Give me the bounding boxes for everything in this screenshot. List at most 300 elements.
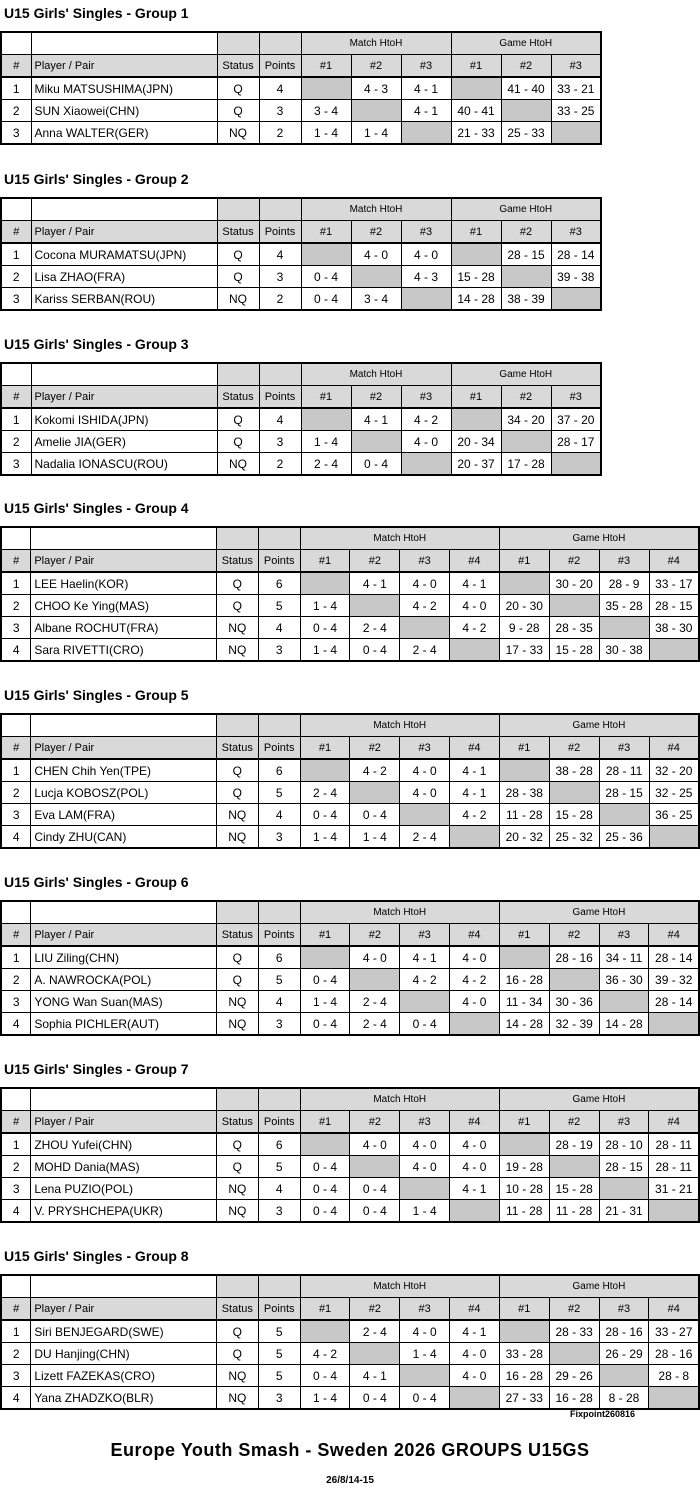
self-game-cell: [649, 1013, 699, 1036]
player-cell: Lisa ZHAO(FRA): [31, 266, 217, 288]
header-status: Status: [216, 550, 258, 573]
header-match-col: #2: [350, 737, 400, 760]
player-cell: CHOO Ke Ying(MAS): [31, 595, 217, 617]
game-htoh-header: Game HtoH: [499, 714, 699, 737]
self-game-cell: [551, 122, 601, 145]
table-row: [1, 1320, 699, 1343]
table-row: [1, 453, 601, 476]
self-game-cell: [501, 431, 551, 453]
header-match-col: #4: [450, 1111, 500, 1134]
self-match-cell: [401, 453, 451, 476]
table-row: [1, 804, 699, 826]
group-title: U15 Girls' Singles - Group 4: [4, 500, 189, 516]
self-game-cell: [549, 1343, 599, 1365]
self-match-cell: [450, 639, 500, 662]
header-blank-cell: [31, 32, 217, 55]
game-score-cell: 10 - 28: [499, 1178, 549, 1200]
points-cell: 5: [258, 1365, 300, 1387]
match-score-cell: 4 - 0: [400, 782, 450, 804]
status-cell: Q: [217, 266, 259, 288]
points-cell: 4: [259, 243, 301, 266]
self-game-cell: [501, 266, 551, 288]
points-cell: 3: [258, 1013, 300, 1036]
header-game-col: #1: [499, 550, 549, 573]
match-score-cell: 2 - 4: [301, 453, 351, 476]
group-table: [0, 1087, 700, 1223]
game-score-cell: 19 - 28: [499, 1156, 549, 1178]
self-game-cell: [599, 1365, 649, 1387]
status-cell: NQ: [216, 991, 258, 1013]
header-blank-cell: [258, 714, 300, 737]
game-score-cell: 16 - 28: [549, 1387, 599, 1410]
game-htoh-header: Game HtoH: [451, 363, 601, 386]
header-blank-cell: [259, 198, 301, 221]
player-cell: Kariss SERBAN(ROU): [31, 288, 217, 311]
header-match-col: #3: [400, 1111, 450, 1134]
match-score-cell: 1 - 4: [300, 991, 350, 1013]
match-score-cell: 1 - 4: [301, 122, 351, 145]
table-group-header-row: [1, 901, 699, 924]
status-cell: Q: [217, 408, 259, 431]
match-score-cell: 4 - 0: [450, 1133, 500, 1156]
game-score-cell: 28 - 8: [649, 1365, 699, 1387]
self-match-cell: [301, 243, 351, 266]
header-match-col: #3: [401, 221, 451, 244]
match-score-cell: 4 - 2: [300, 1343, 350, 1365]
table-row: [1, 991, 699, 1013]
game-score-cell: 28 - 15: [649, 595, 699, 617]
header-game-col: #3: [599, 737, 649, 760]
match-score-cell: 1 - 4: [400, 1200, 450, 1223]
header-rank: #: [1, 221, 31, 244]
game-score-cell: 37 - 20: [551, 408, 601, 431]
match-htoh-header: Match HtoH: [300, 1088, 499, 1111]
points-cell: 5: [258, 969, 300, 991]
table-column-header-row: [1, 1298, 699, 1321]
header-match-col: #3: [400, 550, 450, 573]
fixpoint-label: Fixpoint260816: [569, 1409, 635, 1419]
header-status: Status: [217, 386, 259, 409]
header-game-col: #4: [649, 1298, 699, 1321]
group-table: [0, 362, 602, 476]
header-game-col: #3: [551, 386, 601, 409]
game-score-cell: 15 - 28: [549, 804, 599, 826]
status-cell: Q: [216, 1133, 258, 1156]
table-row: [1, 617, 699, 639]
game-htoh-header: Game HtoH: [499, 1088, 699, 1111]
points-cell: 2: [259, 122, 301, 145]
match-score-cell: 4 - 1: [350, 572, 400, 595]
header-game-col: #2: [549, 1298, 599, 1321]
match-score-cell: 0 - 4: [301, 266, 351, 288]
self-match-cell: [401, 122, 451, 145]
game-score-cell: 33 - 25: [551, 100, 601, 122]
game-score-cell: 11 - 34: [499, 991, 549, 1013]
match-score-cell: 1 - 4: [301, 431, 351, 453]
game-score-cell: 28 - 15: [599, 782, 649, 804]
rank-cell: 3: [1, 804, 31, 826]
game-score-cell: 41 - 40: [501, 77, 551, 100]
table-column-header-row: [1, 55, 601, 78]
player-cell: LIU Ziling(CHN): [31, 946, 217, 969]
self-match-cell: [400, 617, 450, 639]
header-rank: #: [1, 1298, 31, 1321]
match-score-cell: 2 - 4: [400, 639, 450, 662]
table-row: [1, 969, 699, 991]
game-score-cell: 36 - 30: [599, 969, 649, 991]
game-score-cell: 26 - 29: [599, 1343, 649, 1365]
status-cell: NQ: [216, 617, 258, 639]
status-cell: Q: [217, 77, 259, 100]
header-blank-cell: [258, 1275, 300, 1298]
match-score-cell: 4 - 0: [450, 1365, 500, 1387]
header-blank-cell: [31, 527, 217, 550]
header-blank-cell: [258, 901, 300, 924]
match-score-cell: 0 - 4: [300, 969, 350, 991]
game-score-cell: 25 - 36: [599, 826, 649, 849]
document-date: 26/8/14-15: [326, 1475, 374, 1486]
header-game-col: #4: [649, 1111, 699, 1134]
match-score-cell: 4 - 0: [351, 243, 401, 266]
game-score-cell: 32 - 25: [649, 782, 699, 804]
match-score-cell: 2 - 4: [350, 617, 400, 639]
table-row: [1, 782, 699, 804]
self-match-cell: [450, 1013, 500, 1036]
self-match-cell: [450, 1200, 500, 1223]
game-score-cell: 28 - 15: [599, 1156, 649, 1178]
group-title: U15 Girls' Singles - Group 2: [4, 171, 189, 187]
match-score-cell: 1 - 4: [300, 826, 350, 849]
game-score-cell: 16 - 28: [499, 969, 549, 991]
rank-cell: 2: [1, 266, 31, 288]
table-row: [1, 759, 699, 782]
header-match-col: #1: [300, 1111, 350, 1134]
rank-cell: 3: [1, 288, 31, 311]
points-cell: 6: [258, 1133, 300, 1156]
header-points: Points: [259, 386, 301, 409]
table-row: [1, 408, 601, 431]
header-game-col: #3: [599, 550, 649, 573]
match-score-cell: 4 - 2: [450, 804, 500, 826]
header-blank-cell: [216, 1275, 258, 1298]
status-cell: NQ: [216, 1013, 258, 1036]
points-cell: 4: [258, 617, 300, 639]
header-blank-cell: [217, 198, 259, 221]
player-cell: Lizett FAZEKAS(CRO): [31, 1365, 217, 1387]
header-game-col: #1: [451, 221, 501, 244]
game-score-cell: 25 - 33: [501, 122, 551, 145]
game-score-cell: 38 - 30: [649, 617, 699, 639]
header-player: Player / Pair: [31, 737, 216, 760]
self-match-cell: [300, 572, 350, 595]
self-game-cell: [599, 991, 649, 1013]
self-game-cell: [451, 408, 501, 431]
status-cell: Q: [216, 1343, 258, 1365]
header-player: Player / Pair: [31, 386, 217, 409]
rank-cell: 3: [1, 453, 31, 476]
player-cell: Amelie JIA(GER): [31, 431, 217, 453]
match-htoh-header: Match HtoH: [300, 714, 499, 737]
game-score-cell: 27 - 33: [499, 1387, 549, 1410]
game-score-cell: 28 - 16: [649, 1343, 699, 1365]
self-game-cell: [499, 759, 549, 782]
points-cell: 4: [259, 77, 301, 100]
player-cell: Albane ROCHUT(FRA): [31, 617, 217, 639]
header-match-col: #2: [351, 221, 401, 244]
header-blank-cell: [1, 901, 31, 924]
match-score-cell: 0 - 4: [300, 1178, 350, 1200]
game-score-cell: 38 - 28: [549, 759, 599, 782]
header-match-col: #4: [450, 737, 500, 760]
match-htoh-header: Match HtoH: [300, 901, 499, 924]
rank-cell: 2: [1, 595, 31, 617]
match-score-cell: 0 - 4: [350, 639, 400, 662]
rank-cell: 2: [1, 969, 31, 991]
player-cell: Yana ZHADZKO(BLR): [31, 1387, 217, 1410]
player-cell: DU Hanjing(CHN): [31, 1343, 217, 1365]
game-score-cell: 15 - 28: [549, 639, 599, 662]
match-score-cell: 4 - 1: [401, 77, 451, 100]
match-score-cell: 0 - 4: [350, 1178, 400, 1200]
header-match-col: #4: [450, 550, 500, 573]
rank-cell: 2: [1, 1343, 31, 1365]
header-match-col: #1: [300, 550, 350, 573]
game-htoh-header: Game HtoH: [451, 198, 601, 221]
status-cell: Q: [216, 572, 258, 595]
rank-cell: 1: [1, 572, 31, 595]
points-cell: 2: [259, 453, 301, 476]
game-htoh-header: Game HtoH: [499, 901, 699, 924]
table-row: [1, 431, 601, 453]
self-match-cell: [400, 991, 450, 1013]
rank-cell: 2: [1, 431, 31, 453]
header-blank-cell: [1, 198, 31, 221]
game-score-cell: 33 - 27: [649, 1320, 699, 1343]
self-match-cell: [300, 759, 350, 782]
status-cell: NQ: [216, 1387, 258, 1410]
game-score-cell: 15 - 28: [451, 266, 501, 288]
rank-cell: 2: [1, 782, 31, 804]
match-score-cell: 1 - 4: [350, 826, 400, 849]
points-cell: 3: [258, 826, 300, 849]
status-cell: Q: [217, 431, 259, 453]
status-cell: Q: [216, 782, 258, 804]
match-score-cell: 1 - 4: [300, 639, 350, 662]
game-score-cell: 28 - 11: [649, 1133, 699, 1156]
header-match-col: #1: [300, 924, 350, 947]
player-cell: A. NAWROCKA(POL): [31, 969, 217, 991]
table-row: [1, 595, 699, 617]
player-cell: Anna WALTER(GER): [31, 122, 217, 145]
header-points: Points: [258, 1111, 300, 1134]
table-column-header-row: [1, 1111, 699, 1134]
header-game-col: #3: [599, 1298, 649, 1321]
points-cell: 5: [258, 595, 300, 617]
self-match-cell: [301, 77, 351, 100]
self-game-cell: [599, 617, 649, 639]
table-row: [1, 639, 699, 662]
self-game-cell: [549, 782, 599, 804]
group-title: U15 Girls' Singles - Group 8: [4, 1248, 189, 1264]
table-group-header-row: [1, 1088, 699, 1111]
game-score-cell: 40 - 41: [451, 100, 501, 122]
match-score-cell: 4 - 0: [450, 946, 500, 969]
game-score-cell: 28 - 11: [599, 759, 649, 782]
player-cell: Eva LAM(FRA): [31, 804, 216, 826]
status-cell: Q: [216, 1320, 258, 1343]
match-score-cell: 1 - 4: [400, 1343, 450, 1365]
table-row: [1, 1343, 699, 1365]
header-blank-cell: [259, 32, 301, 55]
player-cell: V. PRYSHCHEPA(UKR): [31, 1200, 217, 1223]
header-blank-cell: [216, 901, 258, 924]
header-player: Player / Pair: [31, 1111, 217, 1134]
match-score-cell: 4 - 0: [401, 431, 451, 453]
points-cell: 5: [258, 1343, 300, 1365]
match-score-cell: 4 - 2: [400, 969, 450, 991]
header-game-col: #3: [599, 924, 649, 947]
header-blank-cell: [31, 1275, 217, 1298]
self-game-cell: [551, 453, 601, 476]
game-htoh-header: Game HtoH: [499, 1275, 699, 1298]
game-score-cell: 28 - 10: [599, 1133, 649, 1156]
table-row: [1, 1013, 699, 1036]
status-cell: NQ: [216, 1178, 258, 1200]
rank-cell: 3: [1, 122, 31, 145]
table-row: [1, 1365, 699, 1387]
game-score-cell: 34 - 11: [599, 946, 649, 969]
player-cell: Cindy ZHU(CAN): [31, 826, 216, 849]
game-score-cell: 29 - 26: [549, 1365, 599, 1387]
self-game-cell: [549, 595, 599, 617]
game-score-cell: 30 - 36: [549, 991, 599, 1013]
table-column-header-row: [1, 550, 699, 573]
match-score-cell: 4 - 3: [351, 77, 401, 100]
match-htoh-header: Match HtoH: [301, 363, 451, 386]
match-score-cell: 0 - 4: [350, 1387, 400, 1410]
game-score-cell: 28 - 33: [549, 1320, 599, 1343]
points-cell: 5: [258, 782, 300, 804]
match-score-cell: 2 - 4: [350, 1013, 400, 1036]
match-score-cell: 4 - 1: [401, 100, 451, 122]
game-score-cell: 32 - 20: [649, 759, 699, 782]
match-score-cell: 4 - 0: [450, 595, 500, 617]
match-score-cell: 4 - 1: [350, 1365, 400, 1387]
header-points: Points: [258, 924, 300, 947]
table-group-header-row: [1, 198, 601, 221]
match-score-cell: 4 - 3: [401, 266, 451, 288]
header-status: Status: [216, 737, 258, 760]
game-score-cell: 11 - 28: [549, 1200, 599, 1223]
header-blank-cell: [217, 363, 259, 386]
player-cell: Sophia PICHLER(AUT): [31, 1013, 217, 1036]
game-score-cell: 28 - 14: [649, 991, 699, 1013]
header-match-col: #3: [401, 55, 451, 78]
header-match-col: #3: [401, 386, 451, 409]
header-match-col: #3: [400, 1298, 450, 1321]
table-column-header-row: [1, 386, 601, 409]
game-htoh-header: Game HtoH: [451, 32, 601, 55]
table-column-header-row: [1, 924, 699, 947]
table-row: [1, 122, 601, 145]
header-match-col: #1: [300, 737, 350, 760]
points-cell: 4: [259, 408, 301, 431]
player-cell: Miku MATSUSHIMA(JPN): [31, 77, 217, 100]
header-rank: #: [1, 386, 31, 409]
header-player: Player / Pair: [31, 550, 217, 573]
self-game-cell: [499, 1320, 549, 1343]
match-score-cell: 4 - 0: [450, 1156, 500, 1178]
table-group-header-row: [1, 1275, 699, 1298]
group-title: U15 Girls' Singles - Group 7: [4, 1061, 189, 1077]
rank-cell: 1: [1, 243, 31, 266]
game-score-cell: 14 - 28: [599, 1013, 649, 1036]
game-score-cell: 28 - 38: [499, 782, 549, 804]
self-game-cell: [499, 946, 549, 969]
game-score-cell: 30 - 20: [549, 572, 599, 595]
header-blank-cell: [31, 1088, 217, 1111]
header-blank-cell: [259, 363, 301, 386]
header-blank-cell: [216, 527, 258, 550]
header-match-col: #2: [350, 924, 400, 947]
player-cell: MOHD Dania(MAS): [31, 1156, 217, 1178]
header-status: Status: [216, 1298, 258, 1321]
match-score-cell: 0 - 4: [400, 1013, 450, 1036]
game-score-cell: 36 - 25: [649, 804, 699, 826]
header-match-col: #1: [301, 55, 351, 78]
rank-cell: 4: [1, 826, 31, 849]
header-game-col: #1: [451, 386, 501, 409]
rank-cell: 1: [1, 77, 31, 100]
header-match-col: #1: [301, 386, 351, 409]
header-points: Points: [259, 221, 301, 244]
match-score-cell: 0 - 4: [350, 804, 400, 826]
match-score-cell: 2 - 4: [400, 826, 450, 849]
self-match-cell: [350, 1156, 400, 1178]
match-score-cell: 4 - 0: [450, 991, 500, 1013]
game-score-cell: 20 - 30: [499, 595, 549, 617]
rank-cell: 2: [1, 100, 31, 122]
header-game-col: #2: [549, 550, 599, 573]
table-row: [1, 1200, 699, 1223]
header-blank-cell: [1, 714, 31, 737]
match-score-cell: 4 - 0: [400, 1133, 450, 1156]
player-cell: Sara RIVETTI(CRO): [31, 639, 217, 662]
match-score-cell: 4 - 0: [400, 572, 450, 595]
header-blank-cell: [1, 1088, 31, 1111]
table-row: [1, 266, 601, 288]
game-score-cell: 33 - 28: [499, 1343, 549, 1365]
header-game-col: #4: [649, 924, 699, 947]
rank-cell: 4: [1, 639, 31, 662]
self-game-cell: [499, 572, 549, 595]
table-row: [1, 1178, 699, 1200]
match-score-cell: 1 - 4: [300, 595, 350, 617]
table-group-header-row: [1, 32, 601, 55]
game-score-cell: 33 - 21: [551, 77, 601, 100]
game-score-cell: 31 - 21: [649, 1178, 699, 1200]
match-score-cell: 2 - 4: [300, 782, 350, 804]
status-cell: NQ: [217, 122, 259, 145]
header-status: Status: [217, 221, 259, 244]
table-column-header-row: [1, 737, 699, 760]
self-match-cell: [400, 1365, 450, 1387]
points-cell: 4: [258, 991, 300, 1013]
header-blank-cell: [258, 1088, 300, 1111]
rank-cell: 1: [1, 1320, 31, 1343]
header-rank: #: [1, 55, 31, 78]
game-score-cell: 11 - 28: [499, 804, 549, 826]
